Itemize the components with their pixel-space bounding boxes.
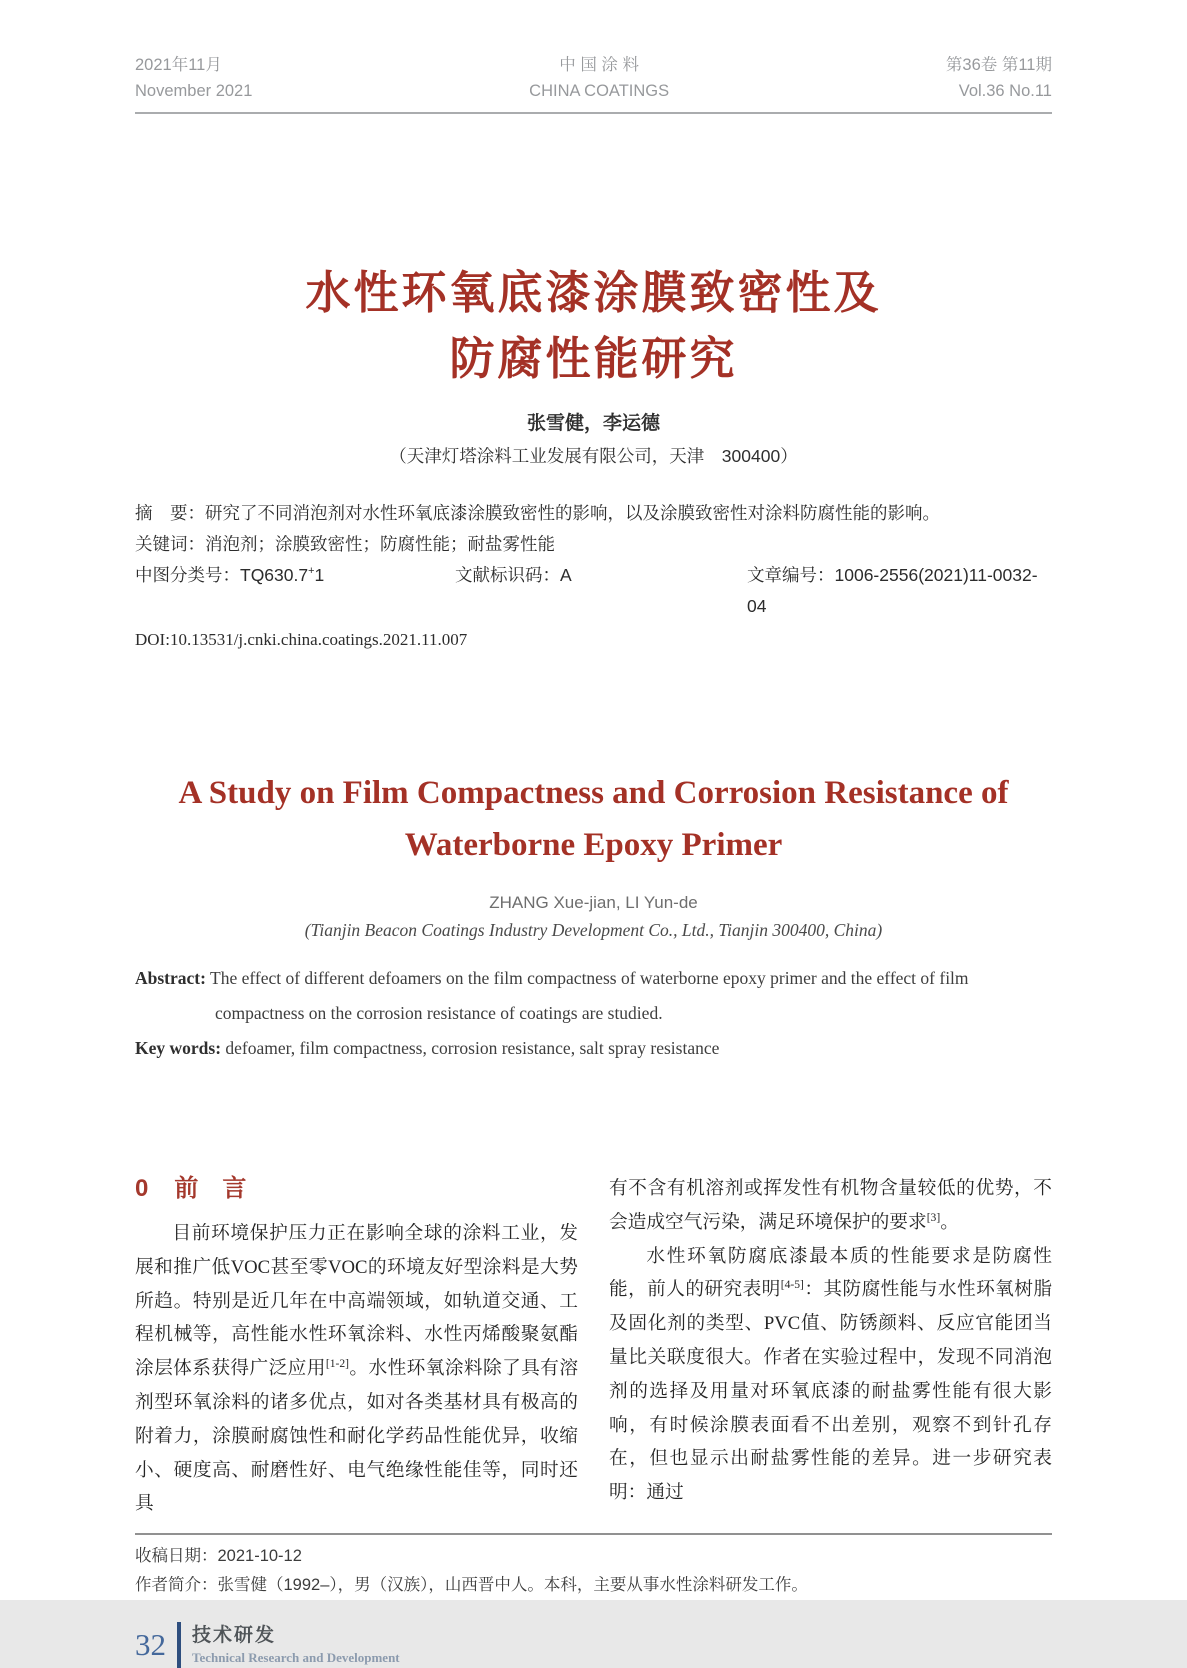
doi: DOI:10.13531/j.cnki.china.coatings.2021.11.007 xyxy=(135,630,468,649)
header-issue-en: Vol.36 No.11 xyxy=(958,82,1052,100)
article-no-value: 1006-2556(2021)11-0032-04 xyxy=(747,565,1038,616)
header-issue xyxy=(946,52,1052,104)
affiliation-en: (Tianjin Beacon Coatings Industry Development Co., Ltd., Tianjin 300400, China) xyxy=(304,920,883,940)
paper-title-cn-line1: 水性环氧底漆涂膜致密性及 xyxy=(305,267,882,318)
article-no-item xyxy=(747,560,1052,622)
meta-cn xyxy=(135,498,1052,655)
doc-code-label: 文献标识码： xyxy=(455,565,560,585)
page-footer xyxy=(135,1622,1052,1668)
page-number: 32 xyxy=(135,1627,166,1663)
keywords-cn-row xyxy=(135,529,1052,560)
footer-bar xyxy=(177,1622,181,1668)
body-column-left xyxy=(135,1172,578,1521)
authors-cn: 张雪健，李运德 xyxy=(526,413,660,434)
abstract-cn-row xyxy=(135,498,1052,529)
paper-title-cn-line2: 防腐性能研究 xyxy=(449,333,738,384)
header-date-en: November 2021 xyxy=(135,82,253,100)
classification-row xyxy=(135,560,1052,622)
footnotes xyxy=(135,1535,1052,1600)
abstract-cn-label: 摘 要： xyxy=(135,503,205,523)
paper-title-en-line2: Waterborne Epoxy Primer xyxy=(404,827,783,863)
keywords-cn-text: 消泡剂；涂膜致密性；防腐性能；耐盐雾性能 xyxy=(205,534,555,554)
clc-label: 中图分类号： xyxy=(135,565,240,585)
footer-section-cn: 技术研发 xyxy=(192,1625,277,1647)
abstract-en-label: Abstract: xyxy=(135,968,206,988)
abstract-en-text: The effect of different defoamers on the film compactness of waterborne epoxy primer and the effect of film compactness on the corrosion resistance of coatings are studied. xyxy=(210,968,969,1023)
header-journal-en: CHINA COATINGS xyxy=(529,82,670,100)
body-column-right xyxy=(609,1172,1052,1521)
abstract-cn-text: 研究了不同消泡剂对水性环氧底漆涂膜致密性的影响，以及涂膜致密性对涂料防腐性能的影响。 xyxy=(205,503,940,523)
doc-code-value: A xyxy=(560,565,572,585)
author-bio-row xyxy=(135,1571,1052,1600)
section-heading xyxy=(135,1172,578,1206)
body-paragraph: 目前环境保护压力正在影响全球的涂料工业，发展和推广低VOC甚至零VOC的环境友好型涂料是大势所趋。特别是近几年在中高端领域，如轨道交通、工程机械等，高性能水性环氧涂料、水性丙烯酸聚氨酯涂层体系获得广泛应用[1-2]。水性环氧涂料除了具有溶剂型环氧涂料的诸多优点，如对各类基材具有极高的附着力，涂膜耐腐蚀性和耐化学药品性能优异，收缩小、硬度高、耐磨性好、电气绝缘性能佳等，同时还具 xyxy=(135,1223,579,1515)
header-journal xyxy=(529,52,669,104)
keywords-cn-label: 关键词： xyxy=(135,534,205,554)
footer-section-en: Technical Research and Development xyxy=(192,1650,400,1666)
keywords-en xyxy=(135,1031,1052,1066)
footer-section xyxy=(192,1624,400,1666)
author-bio-value: 张雪健（1992–），男（汉族），山西晋中人。本科，主要从事水性涂料研发工作。 xyxy=(217,1576,808,1595)
paper-title-en-line1: A Study on Film Compactness and Corrosion Resistance of xyxy=(178,775,1009,811)
received-date-row xyxy=(135,1542,1052,1571)
header-date-cn: 2021年11月 xyxy=(135,56,222,74)
section-number: 0 xyxy=(135,1175,149,1202)
affiliation-cn: （天津灯塔涂料工业发展有限公司，天津 300400） xyxy=(389,446,798,466)
paper-title-cn xyxy=(135,260,1052,392)
received-date-label: 收稿日期： xyxy=(135,1547,218,1566)
received-date-value: 2021-10-12 xyxy=(217,1547,302,1566)
header-date xyxy=(135,52,252,104)
clc-item xyxy=(135,560,455,622)
keywords-en-label: Key words: xyxy=(135,1038,222,1058)
header-issue-cn: 第36卷 第11期 xyxy=(945,56,1052,74)
doc-code-item xyxy=(455,560,747,622)
body-paragraph: 水性环氧防腐底漆最本质的性能要求是防腐性能，前人的研究表明[4-5]：其防腐性能与水性环氧树脂及固化剂的类型、PVC值、防锈颜料、反应官能团当量比关联度很大。作者在实验过程中，发现不同消泡剂的选择及用量对环氧底漆的耐盐雾性能有很大影响，有时候涂膜表面看不出差别，观察不到针孔存在，但也显示出耐盐雾性能的差异。进一步研究表明：通过 xyxy=(609,1245,1053,1504)
section-title: 前 言 xyxy=(174,1175,247,1202)
clc-value: TQ630.7+1 xyxy=(240,565,325,585)
abstract-en xyxy=(135,961,1052,1031)
body-columns xyxy=(135,1172,1052,1521)
authors-en: ZHANG Xue-jian, LI Yun-de xyxy=(489,893,698,912)
header-journal-cn: 中 国 涂 料 xyxy=(559,56,640,74)
journal-header xyxy=(135,0,1052,114)
author-bio-label: 作者简介： xyxy=(135,1576,218,1595)
keywords-en-text: defoamer, film compactness, corrosion resistance, salt spray resistance xyxy=(225,1038,720,1058)
article-no-label: 文章编号： xyxy=(747,565,835,585)
paper-title-en xyxy=(135,767,1052,871)
body-paragraph: 有不含有机溶剂或挥发性有机物含量较低的优势，不会造成空气污染，满足环境保护的要求[3]。 xyxy=(609,1178,1052,1233)
